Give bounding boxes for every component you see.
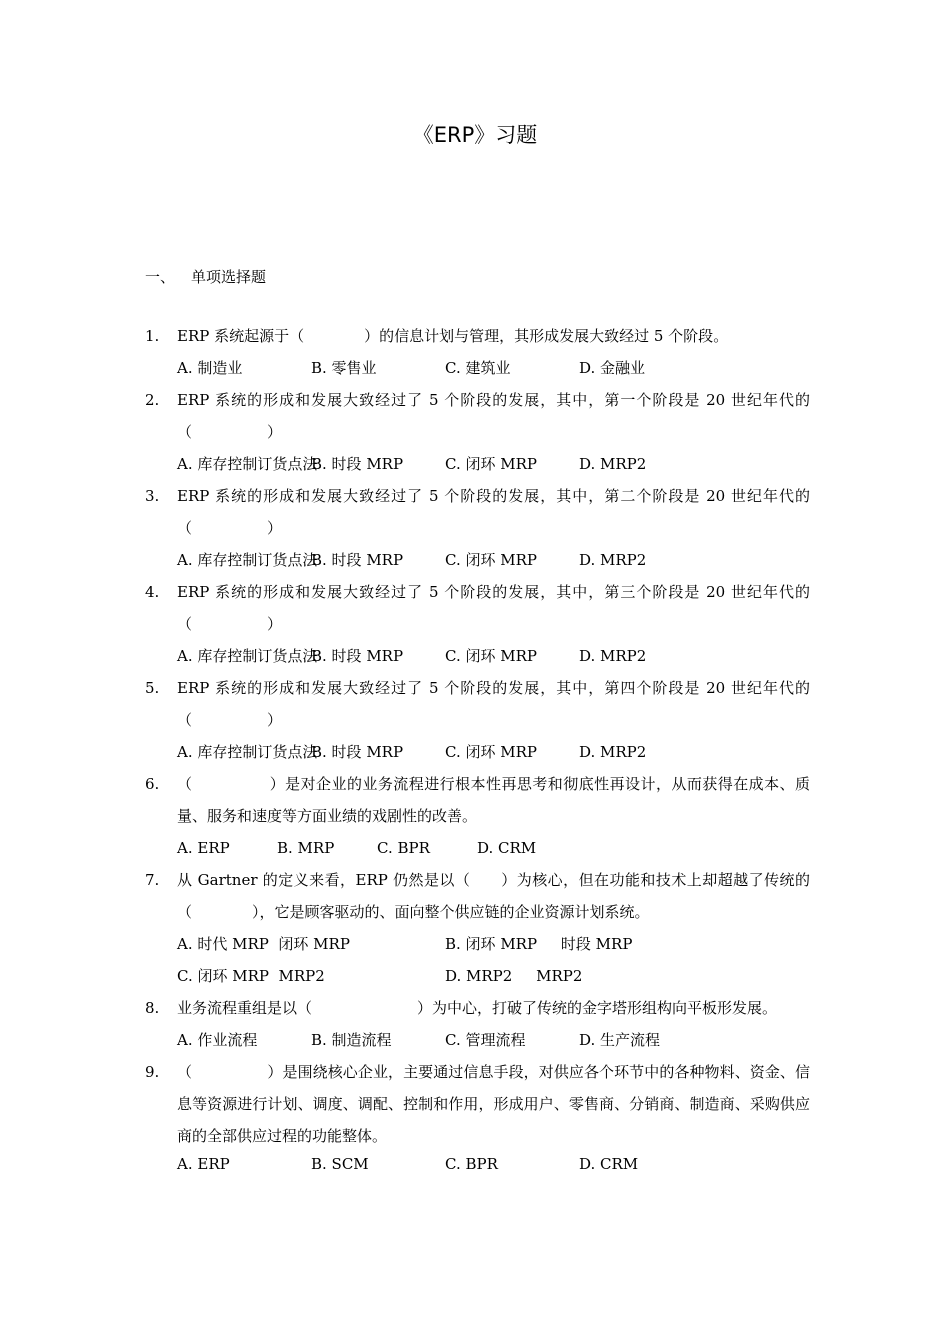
option-d: D. MRP2 [579,455,647,473]
question-number: 3. [145,487,160,505]
question-stem: （ ）是对企业的业务流程进行根本性再思考和彻底性再设计，从而获得在成本、质量、服务和速度等方面业绩的戏剧性的改善。 [177,775,810,825]
question-stem: ERP 系统的形成和发展大致经过了 5 个阶段的发展，其中，第三个阶段是 20 世纪年代的（ ） [177,583,810,633]
answer-options [177,448,810,480]
question-stem: 从 Gartner 的定义来看，ERP 仍然是以（ ）为核心，但在功能和技术上却超越了传统的（ ），它是顾客驱动的、面向整个供应链的企业资源计划系统。 [177,871,810,921]
question-stem: ERP 系统的形成和发展大致经过了 5 个阶段的发展，其中，第一个阶段是 20 世纪年代的（ ） [177,391,810,441]
option-a: A. 库存控制订货点法 [177,455,318,473]
question-2 [145,384,810,480]
option-a: A. ERP [177,839,230,857]
answer-options [177,1024,810,1056]
question-3 [145,480,810,576]
option-b: B. 时段 MRP [311,455,404,473]
question-number: 7. [145,871,160,889]
question-8 [145,992,810,1056]
answer-options [177,1152,810,1176]
question-7 [145,864,810,992]
question-9 [145,1056,810,1176]
question-number: 1. [145,327,160,345]
question-number: 5. [145,679,160,697]
question-number: 6. [145,775,160,793]
option-b: B. 闭环 MRP 时段 MRP [445,935,633,953]
option-b: B. 时段 MRP [311,551,404,569]
question-number: 8. [145,999,160,1017]
option-b: B. SCM [311,1155,369,1173]
option-c: C. 建筑业 [445,359,511,377]
section-number: 一、 [145,268,176,286]
option-c: C. BPR [445,1155,498,1173]
answer-options-row-2 [177,960,810,992]
section-heading [145,264,266,290]
option-b: B. MRP [277,839,335,857]
answer-options [177,352,810,384]
option-c: C. 闭环 MRP MRP2 [177,967,325,985]
option-d: D. MRP2 MRP2 [445,967,583,985]
option-c: C. 闭环 MRP [445,551,537,569]
option-d: D. MRP2 [579,743,647,761]
option-c: C. 管理流程 [445,1031,526,1049]
question-number: 2. [145,391,160,409]
document-title: 《ERP》习题 [412,123,538,147]
question-number: 9. [145,1063,160,1081]
option-d: D. MRP2 [579,647,647,665]
option-a: A. 制造业 [177,359,243,377]
option-a: A. 作业流程 [177,1031,258,1049]
option-c: C. 闭环 MRP [445,455,537,473]
option-c: C. BPR [377,839,430,857]
question-number: 4. [145,583,160,601]
question-stem: ERP 系统的形成和发展大致经过了 5 个阶段的发展，其中，第四个阶段是 20 世纪年代的（ ） [177,679,810,729]
answer-options-row-1 [177,928,810,960]
option-b: B. 零售业 [311,359,377,377]
option-a: A. ERP [177,1155,230,1173]
option-d: D. 生产流程 [579,1031,661,1049]
question-6 [145,768,810,864]
option-c: C. 闭环 MRP [445,647,537,665]
answer-options [177,832,810,864]
option-a: A. 时代 MRP 闭环 MRP [177,935,350,953]
option-b: B. 制造流程 [311,1031,392,1049]
option-d: D. MRP2 [579,551,647,569]
question-stem: ERP 系统的形成和发展大致经过了 5 个阶段的发展，其中，第二个阶段是 20 世纪年代的（ ） [177,487,810,537]
question-stem: ERP 系统起源于（ ）的信息计划与管理，其形成发展大致经过 5 个阶段。 [177,327,729,345]
option-a: A. 库存控制订货点法 [177,647,318,665]
question-5 [145,672,810,768]
option-a: A. 库存控制订货点法 [177,743,318,761]
section-label: 单项选择题 [191,268,267,286]
question-4 [145,576,810,672]
option-d: D. CRM [477,839,537,857]
option-d: D. 金融业 [579,359,646,377]
option-b: B. 时段 MRP [311,647,404,665]
answer-options [177,544,810,576]
question-stem: 业务流程重组是以（ ）为中心，打破了传统的金字塔形组构向平板形发展。 [177,999,778,1017]
question-stem: （ ）是围绕核心企业，主要通过信息手段，对供应各个环节中的各种物料、资金、信息等资源进行计划、调度、调配、控制和作用，形成用户、零售商、分销商、制造商、采购供应商的全部供应过程的功能整体。 [177,1063,810,1145]
option-d: D. CRM [579,1155,639,1173]
answer-options [177,736,810,768]
option-c: C. 闭环 MRP [445,743,537,761]
option-a: A. 库存控制订货点法 [177,551,318,569]
answer-options [177,640,810,672]
option-b: B. 时段 MRP [311,743,404,761]
question-list [145,320,810,1176]
question-1 [145,320,810,384]
